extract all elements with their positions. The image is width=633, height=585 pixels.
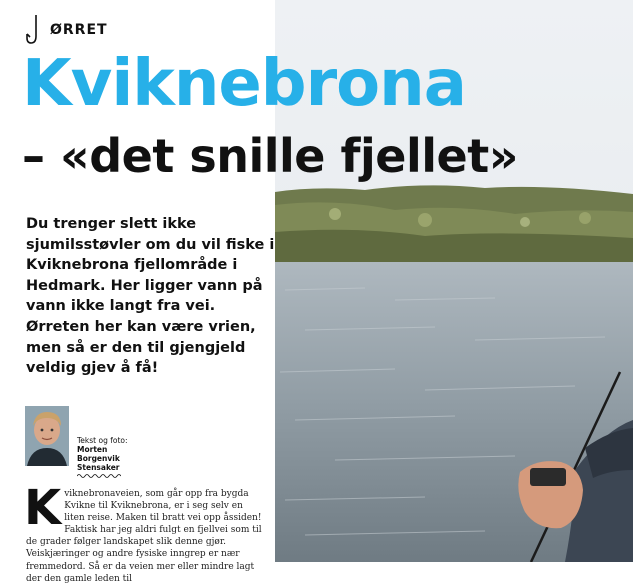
- article-subtitle: – «det snille fjellet»: [22, 129, 518, 183]
- credit-label: Tekst og foto:: [77, 436, 128, 445]
- fish-hook-icon: [26, 14, 44, 46]
- author-credit: [77, 406, 128, 478]
- author-name-line-1: Morten: [77, 445, 108, 454]
- article-title: Kviknebrona: [22, 47, 466, 121]
- article-ingress: Du trenger slett ikke sjumilsstøvler om du vil fiske i Kviknebrona fjellområde i Hedmark. Her ligger vann på vann ikke langt fra vei. Ørreten her kan være vrien, men så er den til gjengjeld veldig gjev å få!: [26, 216, 275, 377]
- section-label: [26, 14, 108, 46]
- author-name-line-2: Borgenvik: [77, 454, 120, 463]
- byline: [25, 406, 128, 478]
- article-body: [24, 480, 264, 585]
- dropcap: K: [24, 480, 62, 536]
- section-label-text: ØRRET: [50, 22, 108, 38]
- author-name-line-3: Stensaker: [77, 463, 120, 472]
- wave-divider-icon: [77, 473, 121, 478]
- article-body-text: viknebronaveien, som går opp fra bygda Kvikne til Kviknebrona, er i seg selv en liten reise. Maken til bratt vei opp åssiden! Faktisk har jeg aldri fulgt en fjellvei som til de grader følger landskapet slik denne gjør. Veiskjæringer og andre fysiske inngrep er nær fremmedord. Så er da veien mer eller mindre lagt der den gamle leden til: [26, 489, 262, 584]
- author-portrait: [25, 406, 69, 466]
